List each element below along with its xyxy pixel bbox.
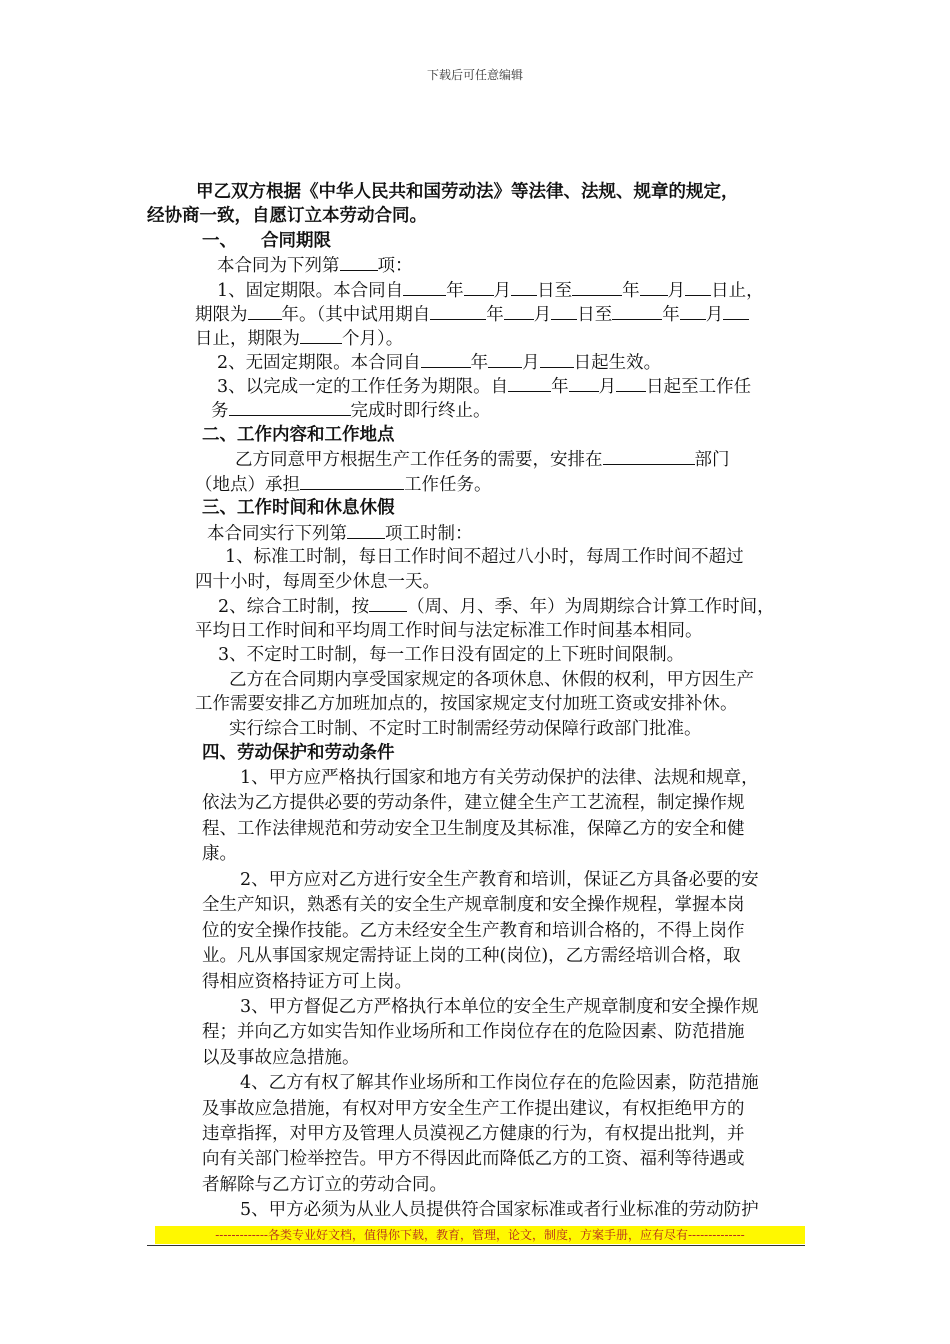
s4-p1-line: 依法为乙方提供必要的劳动条件，建立健全生产工艺流程，制定操作规 xyxy=(202,793,745,813)
s4-p4-line: 4、乙方有权了解其作业场所和工作岗位存在的危险因素，防范措施 xyxy=(240,1073,759,1093)
s1-line-5: 3、以完成一定的工作任务为期限。自 年 月 日起至工作任 xyxy=(217,374,751,399)
s4-p4-line: 及事故应急措施，有权对甲方安全生产工作提出建议，有权拒绝甲方的 xyxy=(202,1099,745,1119)
intro-line-1: 甲乙双方根据《中华人民共和国劳动法》等法律、法规、规章的规定， xyxy=(196,182,739,202)
s3-line-6: 乙方在合同期内享受国家规定的各项休息、休假的权利，甲方因生产 xyxy=(229,670,754,690)
s3-line-4: 平均日工作时间和平均周工作时间与法定标准工作时间基本相同。 xyxy=(195,621,703,641)
s4-p2-line: 业。凡从事国家规定需持证上岗的工种(岗位)，乙方需经培训合格，取 xyxy=(202,946,741,966)
s4-p1-line: 康。 xyxy=(202,844,237,864)
s2-line-2: （地点）承担 工作任务。 xyxy=(195,472,492,497)
s3-line-2: 四十小时，每周至少休息一天。 xyxy=(195,572,440,592)
s4-p5-line: 5、甲方必须为从业人员提供符合国家标准或者行业标准的劳动防护 xyxy=(240,1200,759,1220)
s1-line-3: 日止，期限为 个月）。 xyxy=(195,326,403,351)
s4-p4-line: 违章指挥，对甲方及管理人员漠视乙方健康的行为，有权提出批判，并 xyxy=(202,1124,745,1144)
s4-p3-line: 程；并向乙方如实告知作业场所和工作岗位存在的危险因素、防范措施 xyxy=(202,1022,745,1042)
s1-line-6: 务 完成时即行终止。 xyxy=(211,398,491,423)
s2-line-1: 乙方同意甲方根据生产工作任务的需要，安排在 部门 xyxy=(235,447,730,472)
section-1-number: 一、 xyxy=(202,231,237,251)
s4-p4-line: 向有关部门检举控告。甲方不得因此而降低乙方的工资、福利等待遇或 xyxy=(202,1149,745,1169)
blank-field xyxy=(340,253,378,271)
section-4-title: 四、劳动保护和劳动条件 xyxy=(202,743,395,763)
intro-line-2: 经协商一致，自愿订立本劳动合同。 xyxy=(147,206,427,226)
s1-line-2: 期限为 年。（其中试用期自 年 月 日至 年 月 xyxy=(195,302,749,327)
section-1-title: 合同期限 xyxy=(261,231,331,251)
section-3-title: 三、工作时间和休息休假 xyxy=(202,498,395,518)
s3-line-0: 本合同实行下列第 项工时制： xyxy=(207,521,473,546)
footer-divider xyxy=(147,1245,805,1246)
s4-p2-line: 得相应资格持证方可上岗。 xyxy=(202,972,412,992)
s1-line-4: 2、无固定期限。本合同自 年 月 日起生效。 xyxy=(217,350,661,375)
s4-p3-line: 3、甲方督促乙方严格执行本单位的安全生产规章制度和安全操作规 xyxy=(240,997,759,1017)
s4-p2-line: 全生产知识，熟悉有关的安全生产规章制度和安全操作规程，掌握本岗 xyxy=(202,895,745,915)
s3-line-7: 工作需要安排乙方加班加点的，按国家规定支付加班工资或安排补休。 xyxy=(195,694,738,714)
s4-p2-line: 2、甲方应对乙方进行安全生产教育和培训，保证乙方具备必要的安 xyxy=(240,870,759,890)
s4-p3-line: 以及事故应急措施。 xyxy=(202,1048,360,1068)
s4-p1-line: 1、甲方应严格执行国家和地方有关劳动保护的法律、法规和规章， xyxy=(240,768,759,788)
s3-line-8: 实行综合工时制、不定时工时制需经劳动保障行政部门批准。 xyxy=(229,719,702,739)
s1-line-1: 1、固定期限。本合同自 年 月 日至 年 月 日止， xyxy=(217,278,764,303)
page-header: 下载后可任意编辑 xyxy=(426,68,523,82)
section-2-title: 二、工作内容和工作地点 xyxy=(202,425,395,445)
s3-line-5: 3、不定时工时制，每一工作日没有固定的上下班时间限制。 xyxy=(218,645,685,665)
s4-p2-line: 位的安全操作技能。乙方未经安全生产教育和培训合格的，不得上岗作 xyxy=(202,921,745,941)
s1-line-0: 本合同为下列第 项： xyxy=(217,253,413,278)
s4-p1-line: 程、工作法律规范和劳动安全卫生制度及其标准，保障乙方的安全和健 xyxy=(202,819,745,839)
s3-line-3: 2、综合工时制，按 （周、月、季、年）为周期综合计算工作时间， xyxy=(218,594,775,619)
section-1-heading xyxy=(202,229,331,253)
s3-line-1: 1、标准工时制，每日工作时间不超过八小时，每周工作时间不超过 xyxy=(225,547,744,567)
footer-banner: -------------各类专业好文档，值得你下载，教育，管理，论文，制度，方案手册，应有尽有-------------- xyxy=(155,1226,805,1244)
s4-p4-line: 者解除与乙方订立的劳动合同。 xyxy=(202,1175,447,1195)
